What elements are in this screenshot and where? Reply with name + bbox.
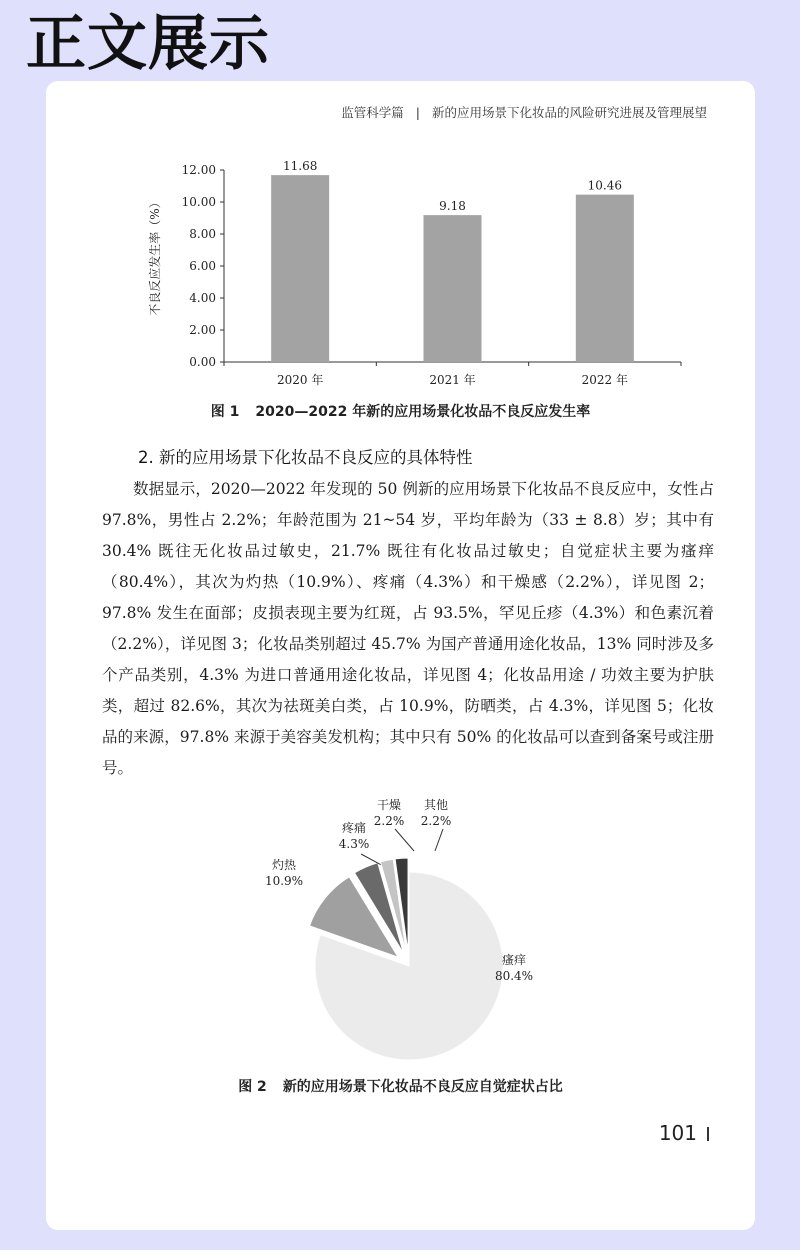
bar-1 [271, 175, 329, 362]
header-section: 监管科学篇 [341, 105, 404, 120]
pie-value-label: 2.2% [373, 814, 405, 828]
pie-category-label: 干燥 [376, 798, 402, 812]
y-tick-label: 6.00 [189, 259, 216, 273]
y-tick-label: 0.00 [189, 355, 216, 369]
bar-value-label: 11.68 [282, 159, 318, 174]
pie-category-label: 灼热 [271, 858, 297, 872]
pie-value-label: 10.9% [264, 874, 304, 888]
document-page [46, 81, 755, 1230]
figure1-caption-text: 2020—2022 年新的应用场景化妆品不良反应发生率 [255, 404, 591, 420]
body-paragraph: 数据显示，2020—2022 年发现的 50 例新的应用场景下化妆品不良反应中，女性占 97.8%，男性占 2.2%；年龄范围为 21~54 岁，平均年龄为（33 ± 8.8）岁；其中有 30.4% 既往无化妆品过敏史，21.7% 既往有化妆品过敏史；自觉症状主要为瘙痒（80.4%），其次为灼热（10.9%）、疼痛（4.3%）和干燥感（2.2%），详见图 2；97.8% 发生在面部；皮损表现主要为红斑，占 93.5%，罕见丘疹（4.3%）和色素沉着（2.2%），详见图 3；化妆品类别超过 45.7% 为国产普通用途化妆品，13% 同时涉及多个产品类别，4.3% 为进口普通用途化妆品，详见图 4；化妆品用途 / 功效主要为护肤类，超过 82.6%，其次为祛斑美白类，占 10.9%，防晒类，占 4.3%，详见图 5；化妆品的来源，97.8% 来源于美容美发机构；其中只有 50% 的化妆品可以查到备案号或注册号。 [102, 480, 714, 777]
header-separator: | [415, 105, 420, 120]
bar-3 [576, 195, 634, 362]
page-number-bar [707, 1127, 709, 1141]
bar-2 [424, 215, 482, 362]
y-axis-label: 不良反应发生率（%） [148, 196, 162, 316]
y-tick-label: 2.00 [189, 323, 216, 337]
y-tick-label: 10.00 [181, 195, 216, 209]
pie-value-label: 4.3% [338, 837, 370, 851]
pie-value-label: 2.2% [420, 814, 452, 828]
figure1-number: 图 1 [210, 404, 240, 420]
pie-leader-line [435, 829, 443, 851]
figure2-number: 图 2 [238, 1079, 267, 1095]
pie-category-label: 瘙痒 [501, 953, 527, 967]
header-article-title: 新的应用场景下化妆品的风险研究进展及管理展望 [431, 105, 707, 120]
figure2-caption-text: 新的应用场景下化妆品不良反应自觉症状占比 [282, 1079, 563, 1095]
x-category-label: 2022 年 [581, 373, 629, 387]
pie-category-label: 其他 [423, 798, 449, 812]
page-number-text: 101 [658, 1121, 697, 1145]
figure2-caption [46, 1076, 755, 1096]
y-tick-label: 4.00 [189, 291, 216, 305]
x-category-label: 2020 年 [276, 373, 324, 387]
pie-category-label: 疼痛 [341, 821, 367, 835]
bar-value-label: 9.18 [439, 199, 466, 214]
figure1-caption [46, 401, 755, 421]
y-tick-label: 8.00 [189, 227, 216, 241]
pie-leader-line [395, 829, 414, 851]
pie-value-label: 80.4% [494, 969, 534, 983]
bar-chart [46, 146, 755, 396]
y-tick-label: 12.00 [181, 163, 216, 177]
pie-chart [46, 796, 755, 1066]
running-header [341, 103, 707, 121]
page-number [659, 1121, 709, 1145]
x-category-label: 2021 年 [429, 373, 476, 387]
bar-value-label: 10.46 [587, 178, 623, 193]
banner-title: 正文展示 [26, 9, 270, 79]
section-heading: 2. 新的应用场景下化妆品不良反应的具体特性 [138, 448, 473, 467]
